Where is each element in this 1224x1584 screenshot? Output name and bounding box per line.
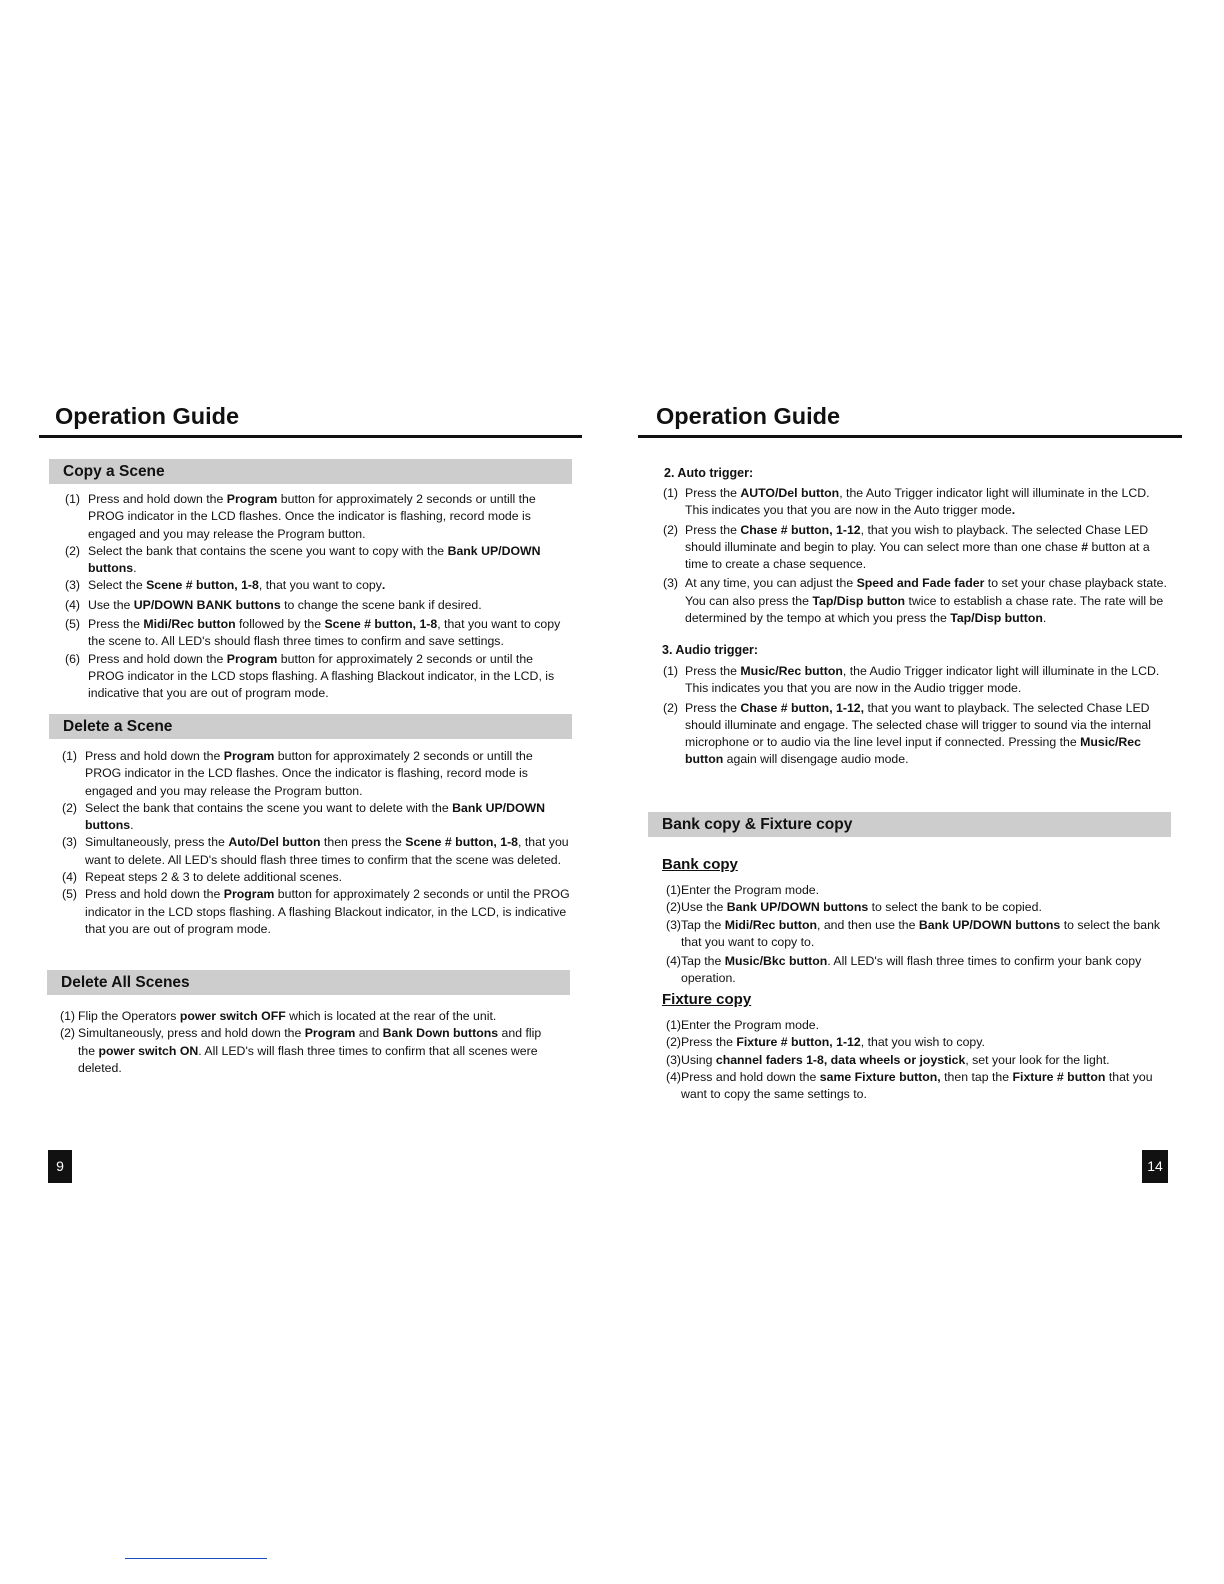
bank-copy-list <box>666 882 1176 988</box>
step-text <box>88 491 570 543</box>
text-run: Use the <box>681 900 727 915</box>
step-number: (1) <box>65 492 81 506</box>
list-item <box>62 869 570 886</box>
step-text <box>85 748 570 800</box>
audio-trigger-steps <box>663 663 1168 769</box>
bold-term: Scene # button, 1-8 <box>146 578 259 593</box>
list-item <box>666 1034 1176 1051</box>
delete-all-list <box>60 1008 560 1077</box>
audio-trigger-list <box>663 663 1168 769</box>
text-run: Press and hold down the <box>88 492 227 506</box>
text-run: Tap the <box>681 917 725 932</box>
step-number: (1) <box>666 1018 682 1032</box>
text-run: , the Auto Trigger indicator light will illuminate in the LCD. This indicates you that you are now in the Auto trigger mode <box>685 486 1150 518</box>
bold-term: AUTO/Del button <box>740 486 840 500</box>
bold-term: Speed and Fade fader <box>856 576 985 591</box>
bold-term: same Fixture button, <box>819 1069 941 1084</box>
list-item <box>65 491 570 543</box>
text-run: to select the bank to be copied. <box>868 900 1042 915</box>
text-run: Press the <box>88 617 144 632</box>
text-run: followed by the <box>235 617 325 632</box>
step-text <box>685 522 1168 574</box>
text-run: to change the scene bank if desired. <box>280 597 482 612</box>
step-number: (1) <box>663 486 679 500</box>
bold-term: Music/Rec button <box>740 664 843 678</box>
text-run: . <box>130 818 134 833</box>
text-run: Simultaneously, press and hold down the <box>78 1026 305 1041</box>
section-header-bank-fixture: Bank copy & Fixture copy <box>648 812 1171 837</box>
list-item <box>663 700 1168 769</box>
text-run: . <box>133 561 137 576</box>
delete-all-steps <box>60 1006 560 1077</box>
list-item <box>65 616 570 651</box>
step-number: (4) <box>666 954 682 969</box>
delete-scene-steps <box>62 748 570 938</box>
step-number: (3) <box>663 576 679 591</box>
copy-scene-list <box>65 491 570 703</box>
text-run: Press the <box>685 522 741 537</box>
fixture-copy-list <box>666 1017 1176 1103</box>
text-run: button for approximately 2 seconds or until the PROG indicator in the LCD stops flashing. A flashing Blackout indicator, in the LCD, is indicative that you are out of program mode. <box>88 651 555 701</box>
step-text <box>685 485 1168 520</box>
bold-term: Program <box>226 651 278 666</box>
bold-term: Music/Bkc button <box>724 954 828 969</box>
list-item <box>666 1069 1176 1104</box>
list-item <box>666 1052 1176 1069</box>
fixture-copy-heading: Fixture copy <box>662 991 752 1008</box>
delete-scene-list <box>62 748 570 938</box>
list-item <box>62 834 570 869</box>
bold-term: Chase # button, 1-12, <box>740 700 865 715</box>
step-number: (2) <box>666 1035 682 1050</box>
step-number: (1) <box>62 749 78 763</box>
text-run: Use the <box>88 597 134 612</box>
list-item <box>62 886 570 938</box>
text-run: again will disengage audio mode. <box>723 752 909 767</box>
list-item <box>60 1008 560 1025</box>
bold-term: Program <box>223 887 275 902</box>
text-run: . All LED's will flash three times to confirm that all scenes were deleted. <box>78 1043 538 1075</box>
page-title: Operation Guide <box>55 403 240 429</box>
text-run: then press the <box>320 835 406 850</box>
step-number: (1) <box>663 664 679 678</box>
text-run: Flip the Operators <box>78 1009 180 1023</box>
list-item <box>65 543 570 578</box>
list-item <box>65 577 570 594</box>
list-item <box>62 800 570 835</box>
text-run: . All LED's will flash three times to confirm your bank copy operation. <box>681 954 1142 986</box>
list-item <box>663 575 1168 627</box>
bold-term: Program <box>304 1026 356 1041</box>
step-number: (5) <box>65 617 81 632</box>
text-run: button for approximately 2 seconds or until the PROG indicator in the LCD stops flashing. A flashing Blackout indicator, in the LCD, is indicative that you are out of program mode. <box>85 887 570 936</box>
bold-term: Music/Rec button <box>685 735 1141 767</box>
text-run: button for approximately 2 seconds or untill the PROG indicator in the LCD flashes. Once the indicator is flashing, record mode is engaged and you may release the Program button. <box>85 749 533 798</box>
text-run: then tap the <box>940 1069 1013 1084</box>
auto-trigger-heading: 2. Auto trigger: <box>664 466 754 480</box>
bold-term: Program <box>226 492 278 506</box>
step-text <box>681 953 1176 988</box>
bold-term: Tap/Disp button <box>950 611 1043 626</box>
section-header-copy-scene: Copy a Scene <box>49 459 572 484</box>
step-number: (2) <box>62 800 78 815</box>
bold-term: UP/DOWN BANK buttons <box>133 597 281 612</box>
text-run: , that you wish to copy. <box>860 1035 985 1050</box>
title-rule <box>39 435 582 438</box>
step-number: (2) <box>666 900 682 915</box>
step-number: (3) <box>65 578 81 593</box>
bank-copy-steps <box>666 882 1176 988</box>
step-text <box>681 1017 1176 1034</box>
step-text <box>85 886 570 938</box>
step-number: (6) <box>65 651 81 666</box>
step-text <box>88 543 570 578</box>
text-run: Repeat steps 2 & 3 to delete additional scenes. <box>85 870 343 885</box>
list-item <box>65 597 570 614</box>
list-item <box>666 882 1176 899</box>
text-run: Press the <box>681 1035 737 1050</box>
list-item <box>666 899 1176 916</box>
bold-term: power switch ON <box>98 1043 199 1058</box>
step-text <box>681 1069 1176 1104</box>
text-run: At any time, you can adjust the <box>685 576 857 591</box>
list-item <box>666 953 1176 988</box>
text-run: Press and hold down the <box>85 887 224 902</box>
step-text <box>88 597 570 614</box>
bold-term: Bank UP/DOWN buttons <box>88 543 541 576</box>
list-item <box>60 1025 560 1077</box>
text-run: Using <box>681 1052 716 1067</box>
copy-scene-steps <box>65 491 570 703</box>
step-text <box>681 1052 1176 1069</box>
text-run: , the Audio Trigger indicator light will illuminate in the LCD. This indicates you that you are now in the Audio trigger mode. <box>685 664 1160 696</box>
page-number: 9 <box>48 1150 72 1183</box>
step-number: (3) <box>62 835 78 850</box>
step-text <box>78 1025 560 1077</box>
text-run: , that you want to copy <box>258 578 382 593</box>
step-text <box>681 882 1176 899</box>
step-number: (4) <box>666 1069 682 1084</box>
list-item <box>663 485 1168 520</box>
text-run: , that you want to delete. All LED's should flash three times to confirm that the scene was deleted. <box>85 835 569 867</box>
step-number: (1) <box>666 883 682 897</box>
step-number: (4) <box>65 597 81 612</box>
list-item <box>65 651 570 703</box>
text-run: . <box>1042 611 1047 626</box>
text-run: twice to establish a chase rate. The rate will be determined by the tempo at which you press the <box>685 593 1164 626</box>
text-run: which is located at the rear of the unit. <box>285 1009 497 1023</box>
step-text <box>685 700 1168 769</box>
text-run: and flip the <box>78 1026 542 1058</box>
auto-trigger-steps <box>663 485 1168 627</box>
step-text <box>85 869 570 886</box>
text-run: Enter the Program mode. <box>681 883 820 897</box>
bold-term: Scene # button, 1-8 <box>405 835 519 850</box>
text-run: Simultaneously, press the <box>85 835 229 850</box>
step-number: (2) <box>663 700 679 715</box>
bold-term: Fixture # button <box>1012 1069 1106 1084</box>
bold-term: Bank UP/DOWN buttons <box>85 800 546 833</box>
text-run: Press and hold down the <box>88 651 227 666</box>
step-text <box>78 1008 560 1025</box>
text-run: Press and hold down the <box>681 1069 820 1084</box>
text-run: Select the bank that contains the scene you want to delete with the <box>85 800 453 815</box>
fixture-copy-steps <box>666 1017 1176 1103</box>
bold-term: Tap/Disp button <box>812 593 906 608</box>
text-run: , that you wish to playback. The selected Chase LED should illuminate and begin to play. You can select more than one chase <box>685 522 1149 554</box>
text-run: Press the <box>685 700 741 715</box>
text-run: to select the bank that you want to copy to. <box>681 917 1161 949</box>
step-number: (3) <box>666 917 682 932</box>
step-text <box>685 575 1168 627</box>
step-number: (1) <box>60 1009 76 1023</box>
step-text <box>88 616 570 651</box>
text-run: Press the <box>685 664 741 678</box>
text-run: that you want to copy the same settings to. <box>681 1069 1153 1102</box>
bold-term: Bank UP/DOWN buttons <box>726 900 869 915</box>
step-text <box>85 834 570 869</box>
step-number: (4) <box>62 870 78 885</box>
bold-term: Bank UP/DOWN buttons <box>918 917 1061 932</box>
step-text <box>88 651 570 703</box>
step-text <box>85 800 570 835</box>
text-run: Select the <box>88 578 147 593</box>
bold-term: Midi/Rec button <box>724 917 817 932</box>
bold-term: Fixture # button, 1-12 <box>736 1035 861 1050</box>
list-item <box>663 663 1168 698</box>
bold-term: Chase # button, 1-12 <box>740 522 861 537</box>
footer-link-line <box>125 1558 267 1559</box>
step-text <box>685 663 1168 698</box>
bold-term: # <box>1081 539 1089 554</box>
section-header-delete-all: Delete All Scenes <box>47 970 570 995</box>
list-item <box>666 917 1176 952</box>
text-run: , set your look for the light. <box>965 1052 1110 1067</box>
text-run: and <box>355 1026 383 1041</box>
text-run: Enter the Program mode. <box>681 1018 820 1032</box>
list-item <box>666 1017 1176 1034</box>
step-number: (5) <box>62 887 78 902</box>
list-item <box>62 748 570 800</box>
bold-term: power switch OFF <box>179 1009 286 1023</box>
text-run: Tap the <box>681 954 725 969</box>
step-number: (2) <box>60 1026 76 1041</box>
step-text <box>681 1034 1176 1051</box>
text-run: that you want to playback. The selected Chase LED should illuminate and engage. The selected chase will trigger to sound via the internal microphone or to audio via the line level input if connected. Pressing the <box>685 700 1151 750</box>
bold-term: channel faders 1-8, data wheels or joystick <box>715 1052 966 1067</box>
text-run: , and then use the <box>816 917 919 932</box>
text-run: button at a time to create a chase sequence. <box>685 539 1150 572</box>
bold-term: Scene # button, 1-8 <box>324 617 438 632</box>
audio-trigger-heading: 3. Audio trigger: <box>662 643 759 657</box>
bold-term: . <box>381 578 386 593</box>
bold-term: Midi/Rec button <box>143 617 236 632</box>
text-run: Press and hold down the <box>85 749 224 763</box>
bold-term: Auto/Del button <box>228 835 321 850</box>
title-rule <box>638 435 1182 438</box>
list-item <box>663 522 1168 574</box>
text-run: to set your chase playback state. You can also press the <box>685 576 1167 608</box>
bold-term: Program <box>223 749 275 763</box>
bold-term: Bank Down buttons <box>382 1026 499 1041</box>
step-number: (2) <box>663 522 679 537</box>
auto-trigger-list <box>663 485 1168 627</box>
bank-copy-heading: Bank copy <box>662 856 738 873</box>
step-text <box>88 577 570 594</box>
page-number: 14 <box>1142 1150 1168 1183</box>
text-run: Press the <box>685 486 741 500</box>
step-number: (3) <box>666 1052 682 1067</box>
text-run: button for approximately 2 seconds or untill the PROG indicator in the LCD flashes. Once the indicator is flashing, record mode is engaged and you may release the Program button. <box>88 492 536 541</box>
section-header-delete-scene: Delete a Scene <box>49 714 572 739</box>
text-run: , that you want to copy the scene to. All LED's should flash three times to confirm and save settings. <box>88 617 561 649</box>
text-run: Select the bank that contains the scene you want to copy with the <box>88 543 448 558</box>
page-title: Operation Guide <box>656 403 841 429</box>
step-text <box>681 899 1176 916</box>
step-text <box>681 917 1176 952</box>
bold-term: . <box>1011 503 1016 518</box>
step-number: (2) <box>65 543 81 558</box>
